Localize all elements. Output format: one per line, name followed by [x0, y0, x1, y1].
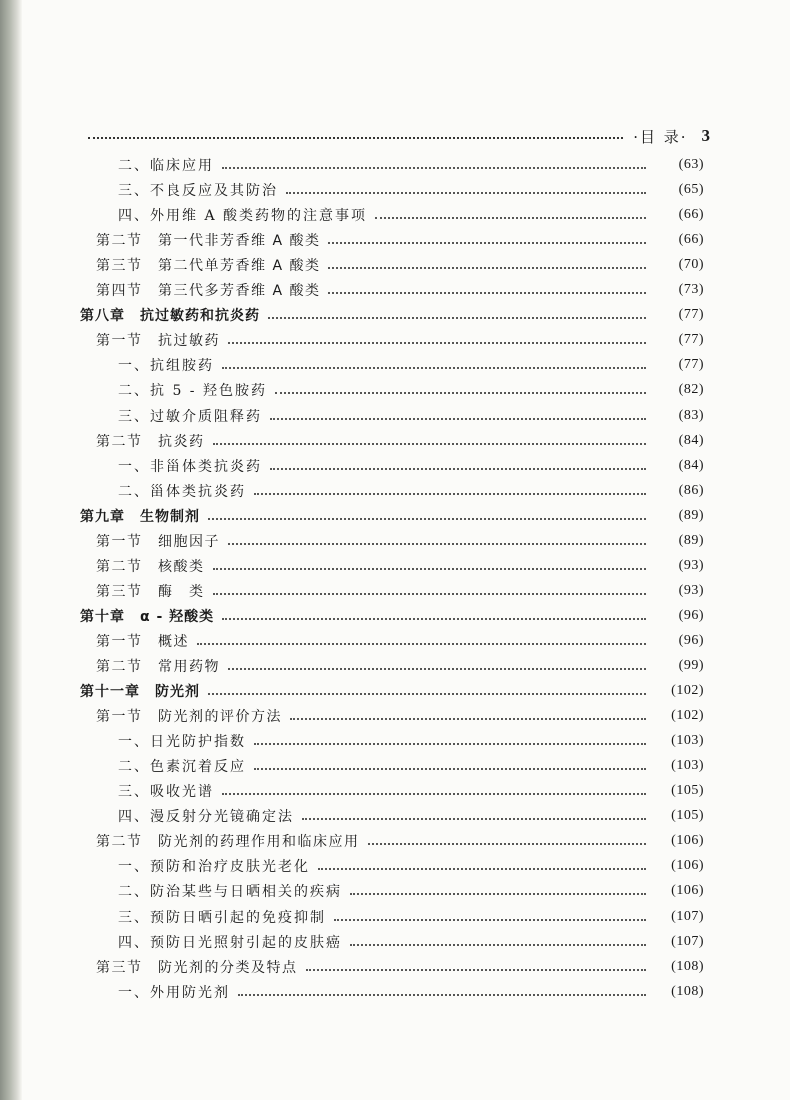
toc-page-number: (73)	[678, 282, 704, 298]
toc-page-number: (106)	[671, 883, 704, 899]
toc-entry-section[interactable]	[0, 528, 790, 554]
toc-leader-dots	[368, 843, 647, 845]
toc-entry-chapter[interactable]	[0, 503, 790, 529]
toc-leader-dots	[328, 242, 646, 244]
toc-entry-item[interactable]	[0, 177, 790, 203]
toc-leader-dots	[228, 543, 646, 545]
toc-entry-title: 一、非甾体类抗炎药	[118, 458, 262, 475]
toc-page-number: (107)	[671, 933, 704, 949]
toc-entry-title: 三、吸收光谱	[118, 784, 214, 801]
toc-entry-title: 第八章 抗过敏药和抗炎药	[80, 308, 260, 325]
toc-entry-title: 四、预防日光照射引起的皮肤癌	[118, 934, 342, 951]
toc-entry-section[interactable]	[0, 277, 790, 303]
toc-entry-section[interactable]	[0, 578, 790, 604]
toc-leader-dots	[328, 267, 646, 269]
toc-entry-title: 第一节 抗过敏药	[96, 333, 220, 350]
toc-entry-item[interactable]	[0, 979, 790, 1005]
toc-entry-section[interactable]	[0, 954, 790, 980]
header-page-number: 3	[701, 126, 710, 145]
toc-page-number: (96)	[678, 607, 704, 623]
toc-entry-section[interactable]	[0, 252, 790, 278]
toc-leader-dots	[375, 217, 646, 219]
toc-leader-dots	[197, 643, 646, 645]
toc-entry-item[interactable]	[0, 728, 790, 754]
toc-entry-section[interactable]	[0, 703, 790, 729]
toc-entry-title: 第一节 细胞因子	[96, 533, 220, 550]
toc-page-number: (77)	[678, 307, 704, 323]
running-header	[88, 124, 710, 148]
toc-page-number: (77)	[678, 357, 704, 373]
toc-entry-title: 四、漫反射分光镜确定法	[118, 809, 294, 826]
toc-entry-item[interactable]	[0, 853, 790, 879]
toc-leader-dots	[350, 893, 646, 895]
toc-entry-item[interactable]	[0, 803, 790, 829]
toc-page-number: (93)	[678, 557, 704, 573]
toc-entry-section[interactable]	[0, 653, 790, 679]
toc-page-number: (66)	[678, 232, 704, 248]
toc-entry-title: 第三节 酶 类	[96, 583, 205, 600]
toc-leader-dots	[213, 593, 647, 595]
toc-entry-item[interactable]	[0, 753, 790, 779]
toc-leader-dots	[208, 693, 646, 695]
header-leader-dots	[88, 137, 623, 139]
toc-entry-item[interactable]	[0, 152, 790, 178]
toc-leader-dots	[222, 367, 646, 369]
toc-page-number: (108)	[671, 983, 704, 999]
toc-page-number: (105)	[671, 783, 704, 799]
toc-entry-item[interactable]	[0, 352, 790, 378]
toc-entry-title: 一、日光防护指数	[118, 734, 246, 751]
toc-entry-section[interactable]	[0, 227, 790, 253]
toc-entry-title: 二、抗 5 - 羟色胺药	[118, 383, 267, 400]
toc-entry-title: 第三节 第二代单芳香维 A 酸类	[96, 258, 321, 275]
toc-entry-title: 二、甾体类抗炎药	[118, 483, 246, 500]
toc-entry-title: 第二节 第一代非芳香维 A 酸类	[96, 233, 321, 250]
toc-entry-title: 第二节 防光剂的药理作用和临床应用	[96, 834, 360, 851]
toc-entry-title: 四、外用维 A 酸类药物的注意事项	[118, 208, 368, 225]
toc-page-number: (89)	[678, 532, 704, 548]
toc-entry-section[interactable]	[0, 428, 790, 454]
toc-leader-dots	[222, 618, 646, 620]
toc-page-number: (96)	[678, 632, 704, 648]
toc-entry-title: 三、预防日晒引起的免疫抑制	[118, 909, 326, 926]
toc-entry-title: 第十一章 防光剂	[80, 684, 200, 701]
toc-leader-dots	[328, 292, 646, 294]
toc-leader-dots	[213, 443, 647, 445]
toc-entry-title: 第三节 防光剂的分类及特点	[96, 959, 298, 976]
toc-page-number: (103)	[671, 733, 704, 749]
toc-entry-chapter[interactable]	[0, 678, 790, 704]
toc-page-number: (106)	[671, 833, 704, 849]
toc-entry-title: 第一节 防光剂的评价方法	[96, 709, 282, 726]
toc-entry-title: 一、外用防光剂	[118, 984, 230, 1001]
toc-leader-dots	[213, 568, 647, 570]
toc-leader-dots	[222, 793, 646, 795]
toc-page-number: (108)	[671, 958, 704, 974]
toc-entry-section[interactable]	[0, 828, 790, 854]
toc-entry-title: 第二节 核酸类	[96, 558, 205, 575]
toc-entry-title: 三、不良反应及其防治	[118, 183, 278, 200]
toc-entry-item[interactable]	[0, 904, 790, 930]
toc-leader-dots	[290, 718, 646, 720]
toc-entry-title: 第九章 生物制剂	[80, 508, 200, 525]
toc-leader-dots	[270, 468, 646, 470]
toc-entry-title: 一、预防和治疗皮肤光老化	[118, 859, 310, 876]
toc-page-number: (86)	[678, 482, 704, 498]
toc-entry-title: 一、抗组胺药	[118, 358, 214, 375]
toc-page-number: (84)	[678, 457, 704, 473]
toc-page-number: (82)	[678, 382, 704, 398]
toc-page-number: (77)	[678, 332, 704, 348]
toc-entry-item[interactable]	[0, 403, 790, 429]
toc-leader-dots	[238, 994, 646, 996]
header-title: ·目 录·	[633, 127, 688, 146]
toc-entry-title: 二、临床应用	[118, 158, 214, 174]
toc-page-number: (89)	[678, 507, 704, 523]
toc-entry-section[interactable]	[0, 327, 790, 353]
toc-entry-section[interactable]	[0, 628, 790, 654]
toc-entry-title: 第二节 常用药物	[96, 659, 220, 675]
toc-entry-title: 二、防治某些与日晒相关的疾病	[118, 884, 342, 901]
toc-leader-dots	[208, 518, 646, 520]
toc-entry-item[interactable]	[0, 478, 790, 504]
toc-page-number: (106)	[671, 858, 704, 874]
toc-leader-dots	[306, 969, 647, 971]
toc-leader-dots	[222, 167, 646, 169]
toc-entry-item[interactable]	[0, 929, 790, 955]
toc-entry-title: 第十章 α - 羟酸类	[80, 608, 215, 625]
toc-entry-section[interactable]	[0, 553, 790, 579]
toc-leader-dots	[318, 868, 646, 870]
toc-page-number: (65)	[678, 182, 704, 198]
toc-page-number: (83)	[678, 407, 704, 423]
toc-page-number: (107)	[671, 908, 704, 924]
toc-page-number: (102)	[671, 683, 704, 699]
toc-leader-dots	[302, 818, 646, 820]
toc-entry-item[interactable]	[0, 377, 790, 403]
toc-entry-item[interactable]	[0, 878, 790, 904]
toc-page-number: (99)	[678, 658, 704, 673]
toc-page-number: (66)	[678, 207, 704, 223]
toc-page-number: (70)	[678, 257, 704, 273]
toc-page-number: (103)	[671, 758, 704, 774]
toc-entry-title: 三、过敏介质阻释药	[118, 408, 262, 425]
toc-entry-item[interactable]	[0, 202, 790, 228]
toc-leader-dots	[350, 944, 646, 946]
toc-entry-item[interactable]	[0, 453, 790, 479]
toc-entry-item[interactable]	[0, 778, 790, 804]
toc-leader-dots	[254, 743, 646, 745]
toc-page-number: (105)	[671, 808, 704, 824]
toc-entry-title: 第一节 概述	[96, 633, 189, 650]
toc-entry-chapter[interactable]	[0, 302, 790, 328]
toc-leader-dots	[286, 192, 646, 194]
toc-leader-dots	[254, 768, 646, 770]
toc-entry-chapter[interactable]	[0, 603, 790, 629]
toc-leader-dots	[254, 493, 646, 495]
toc-entry-title: 第四节 第三代多芳香维 A 酸类	[96, 283, 321, 300]
toc-leader-dots	[334, 919, 646, 921]
toc-leader-dots	[270, 418, 646, 420]
toc-page-number: (63)	[678, 157, 704, 172]
toc-leader-dots	[268, 317, 646, 319]
toc-page-number: (93)	[678, 582, 704, 598]
toc-leader-dots	[228, 342, 646, 344]
toc-leader-dots	[228, 668, 646, 670]
toc-entry-title: 第二节 抗炎药	[96, 433, 205, 450]
toc-leader-dots	[275, 392, 646, 394]
toc-entry-title: 二、色素沉着反应	[118, 759, 246, 776]
toc-page-number: (102)	[671, 708, 704, 724]
toc-page-number: (84)	[678, 432, 704, 448]
